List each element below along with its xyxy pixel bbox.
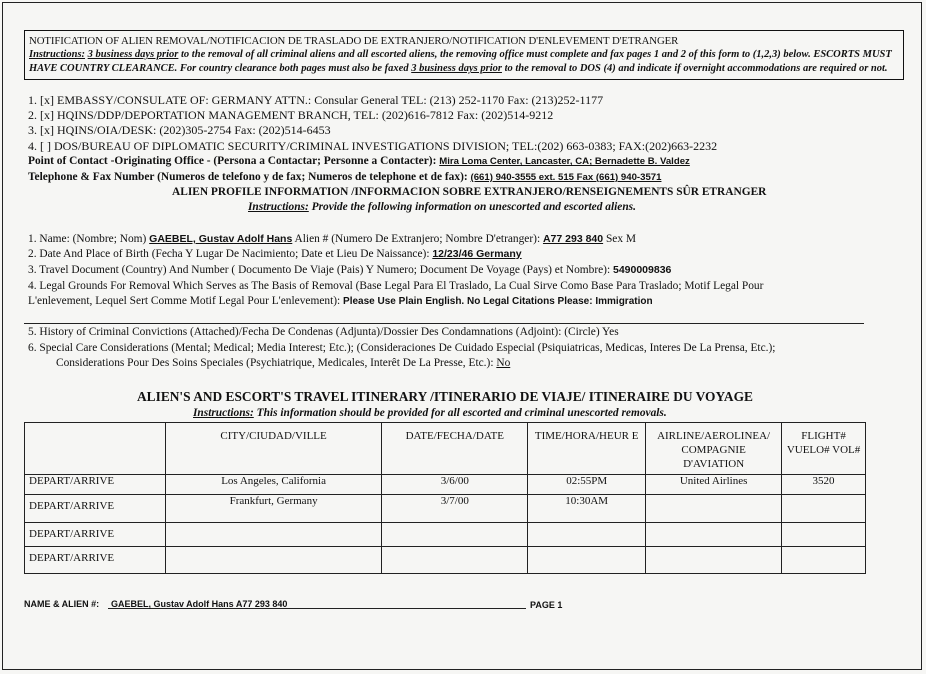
page-number: PAGE 1 bbox=[530, 600, 563, 610]
instructions-text-2a: HAVE COUNTRY CLEARANCE. For country clearance both pages must also be faxed bbox=[29, 63, 412, 74]
itinerary-title: ALIEN'S AND ESCORT'S TRAVEL ITINERARY /ITINERARIO DE VIAJE/ ITINERAIRE DU VOYAGE bbox=[137, 389, 753, 404]
itinerary-table bbox=[24, 422, 866, 574]
contact-dos: 4. [ ] DOS/BUREAU OF DIPLOMATIC SECURITY/CRIMINAL INVESTIGATIONS DIVISION; TEL:(202) 663-0383; FAX:(202)663-2232 bbox=[28, 139, 718, 153]
row-date bbox=[382, 523, 528, 547]
row-time bbox=[528, 547, 646, 574]
dob-label: 2. Date And Place of Birth (Fecha Y Lugar De Nacimiento; Date et Lieu De Naissance): bbox=[28, 248, 433, 260]
header-flight: FLIGHT# VUELO# VOL# bbox=[782, 423, 866, 475]
row-date: 3/6/00 bbox=[382, 475, 528, 495]
form-title: NOTIFICATION OF ALIEN REMOVAL/NOTIFICACION DE TRASLADO DE EXTRANJERO/NOTIFICATION D'ENLEVEMENT D'ETRANGER bbox=[29, 35, 679, 47]
poc-label: Point of Contact -Originating Office - (Persona a Contactar; Personne a Contacter): bbox=[28, 155, 437, 167]
header-box bbox=[24, 30, 904, 80]
header-instructions-line1 bbox=[29, 48, 899, 62]
name-label: 1. Name: (Nombre; Nom) bbox=[28, 233, 150, 245]
row-airline bbox=[646, 547, 782, 574]
dob-value: 12/23/46 Germany bbox=[432, 248, 522, 260]
point-of-contact bbox=[28, 155, 690, 167]
contact-hqins-oia: 3. [x] HQINS/OIA/DESK: (202)305-2754 Fax: (202)514-6453 bbox=[28, 123, 331, 137]
tel-label: Telephone & Fax Number (Numeros de telefono y de fax; Numeros de telephone et de fax): bbox=[28, 171, 468, 183]
itinerary-row bbox=[25, 495, 866, 523]
field-special-care-2 bbox=[56, 357, 510, 369]
row-city: Frankfurt, Germany bbox=[165, 495, 382, 523]
header-instructions-line2 bbox=[29, 62, 899, 76]
name-value: GAEBEL, Gustav Adolf Hans bbox=[149, 233, 293, 245]
footer-value: GAEBEL, Gustav Adolf Hans A77 293 840 bbox=[111, 599, 288, 609]
itinerary-row bbox=[25, 547, 866, 574]
header-blank bbox=[25, 423, 166, 475]
profile-instructions-label: Instructions: bbox=[248, 201, 309, 213]
deadline-text-2: 3 business days prior bbox=[411, 63, 502, 74]
row-label: DEPART/ARRIVE bbox=[25, 495, 166, 523]
row-date: 3/7/00 bbox=[382, 495, 528, 523]
row-time: 02:55PM bbox=[528, 475, 646, 495]
profile-title: ALIEN PROFILE INFORMATION /INFORMACION SOBRE EXTRANJERO/RENSEIGNEMENTS SÛR ETRANGER bbox=[172, 186, 767, 198]
legal-value: Please Use Plain English. No Legal Citations Please: Immigration bbox=[343, 296, 653, 307]
care-value: No bbox=[496, 357, 511, 369]
itinerary-instructions-label: Instructions: bbox=[193, 407, 254, 419]
row-airline: United Airlines bbox=[646, 475, 782, 495]
row-city bbox=[165, 523, 382, 547]
field-name bbox=[28, 233, 636, 245]
contact-hqins-ddp: 2. [x] HQINS/DDP/DEPORTATION MANAGEMENT BRANCH, TEL: (202)616-7812 Fax: (202)514-9212 bbox=[28, 108, 554, 122]
row-label: DEPART/ARRIVE bbox=[25, 475, 166, 495]
row-time bbox=[528, 523, 646, 547]
tel-value: (661) 940-3555 ext. 515 Fax (661) 940-3571 bbox=[470, 172, 662, 183]
header-time: TIME/HORA/HEUR E bbox=[528, 423, 646, 475]
row-label: DEPART/ARRIVE bbox=[25, 523, 166, 547]
sex-label: Sex bbox=[603, 233, 626, 245]
field-travel-document bbox=[28, 264, 671, 276]
row-city: Los Angeles, California bbox=[165, 475, 382, 495]
instructions-text: to the removal of all criminal aliens and all escorted aliens, the removing office must complete and fax pages 1 and 2 of this form to (1,2,3) below. ESCORTS MUST bbox=[178, 49, 892, 60]
divider bbox=[24, 323, 864, 324]
row-airline bbox=[646, 495, 782, 523]
field-legal-grounds-2 bbox=[28, 295, 653, 307]
row-time: 10:30AM bbox=[528, 495, 646, 523]
profile-instructions bbox=[248, 201, 636, 213]
header-date: DATE/FECHA/DATE bbox=[382, 423, 528, 475]
legal-label: L'enlevement, Lequel Sert Comme Motif Legal Pour L'enlevement): bbox=[28, 295, 344, 307]
field-birth bbox=[28, 248, 522, 260]
instructions-label: Instructions: bbox=[29, 49, 86, 60]
itinerary-row bbox=[25, 523, 866, 547]
profile-instructions-text: Provide the following information on unescorted and escorted aliens. bbox=[308, 201, 636, 213]
row-flight bbox=[782, 495, 866, 523]
row-airline bbox=[646, 523, 782, 547]
itinerary-instructions bbox=[193, 407, 667, 419]
row-flight: 3520 bbox=[782, 475, 866, 495]
instructions-text-2c: to the removal to DOS (4) and indicate if overnight accommodations are required or not. bbox=[501, 63, 888, 74]
contact-embassy: 1. [x] EMBASSY/CONSULATE OF: GERMANY ATTN.: Consular General TEL: (213) 252-1170 Fax: (213)252-1177 bbox=[28, 93, 604, 107]
header-city: CITY/CIUDAD/VILLE bbox=[165, 423, 382, 475]
footer-label: NAME & ALIEN #: bbox=[24, 599, 100, 609]
poc-value: Mira Loma Center, Lancaster, CA; Bernadette B. Valdez bbox=[439, 156, 690, 167]
itinerary-row bbox=[25, 475, 866, 495]
row-date bbox=[382, 547, 528, 574]
field-legal-grounds: 4. Legal Grounds For Removal Which Serves as The Basis of Removal (Base Legal Para El Traslado, La Cual Sirve Como Base Para Traslado; Motif Legal Pour bbox=[28, 280, 764, 292]
row-flight bbox=[782, 523, 866, 547]
itinerary-header-row bbox=[25, 423, 866, 475]
row-flight bbox=[782, 547, 866, 574]
alien-number-value: A77 293 840 bbox=[542, 233, 604, 245]
sex-value: M bbox=[625, 233, 637, 245]
alien-label: Alien # (Numero De Extranjero; Nombre D'etranger): bbox=[292, 233, 543, 245]
header-airline: AIRLINE/AEROLINEA/ COMPAGNIE D'AVIATION bbox=[646, 423, 782, 475]
row-city bbox=[165, 547, 382, 574]
field-special-care: 6. Special Care Considerations (Mental; Medical; Media Interest; Etc.); (Consideraciones De Cuidado Especial (Psiquiatricas, Medicas, Interes De La Prensa, Etc.); bbox=[28, 342, 776, 354]
care-label: Considerations Pour Des Soins Speciales (Psychiatrique, Medicales, Interêt De La Presse, Etc.): bbox=[56, 357, 497, 369]
telephone-fax bbox=[28, 171, 661, 183]
itinerary-instructions-text: This information should be provided for all escorted and criminal unescorted removals. bbox=[253, 407, 667, 419]
doc-value: 5490009836 bbox=[612, 264, 672, 276]
doc-label: 3. Travel Document (Country) And Number ( Documento De Viaje (Pais) Y Numero; Document De Voyage (Pays) et Nombre): bbox=[28, 264, 613, 276]
field-criminal-history: 5. History of Criminal Convictions (Attached)/Fecha De Condenas (Adjunta)/Dossier Des Condamnations (Adjoint): (Circle) Yes bbox=[28, 326, 619, 338]
row-label: DEPART/ARRIVE bbox=[25, 547, 166, 574]
deadline-text: 3 business days prior bbox=[87, 49, 179, 60]
